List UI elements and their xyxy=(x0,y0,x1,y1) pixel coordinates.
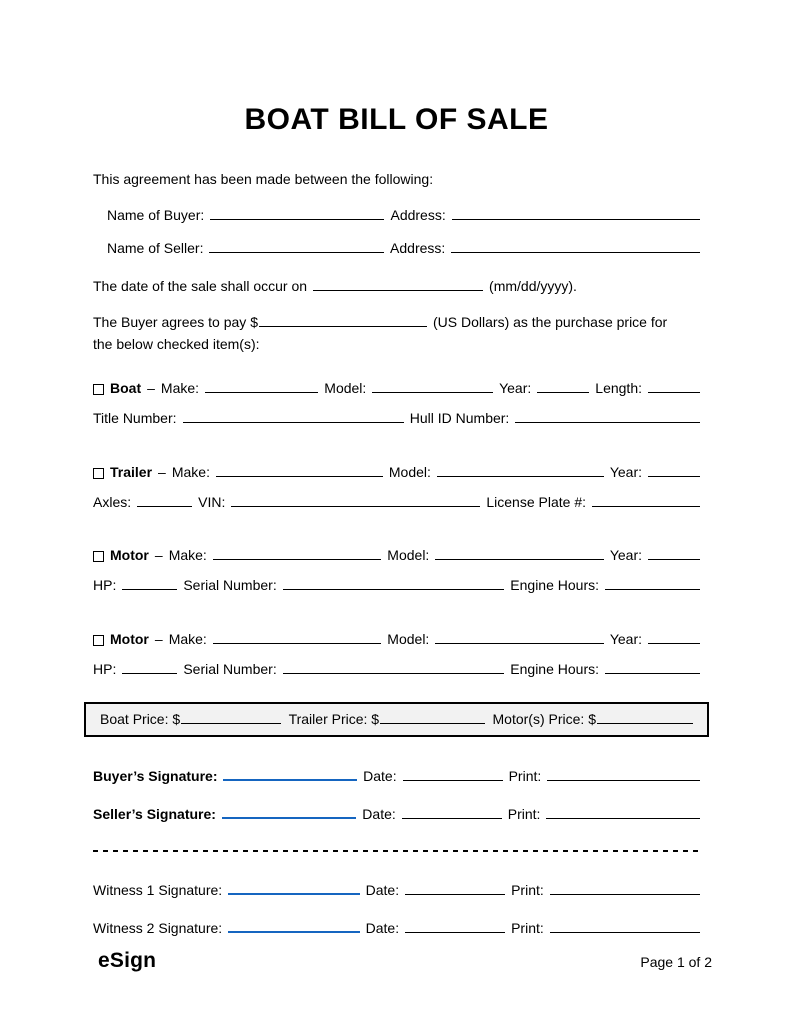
dash: – xyxy=(154,631,163,648)
page-footer xyxy=(98,948,712,973)
date-label: Date: xyxy=(365,882,400,899)
payment-line2: the below checked item(s): xyxy=(93,336,260,353)
seller-signature-print-field[interactable] xyxy=(546,805,700,819)
motor2-engine-hours-field[interactable] xyxy=(605,660,700,674)
print-label: Print: xyxy=(511,919,544,936)
motor1-row xyxy=(93,546,700,564)
witness1-signature-date-field[interactable] xyxy=(405,881,505,895)
boat-make-field[interactable] xyxy=(205,379,318,393)
date-label: Date: xyxy=(362,806,396,823)
sale-date-row xyxy=(93,277,700,295)
payment-row xyxy=(93,313,700,331)
seller-signature-date-field[interactable] xyxy=(402,805,502,819)
boat-year-label: Year: xyxy=(499,380,532,397)
buyer-signature-label: Buyer’s Signature: xyxy=(93,768,218,785)
intro-text: This agreement has been made between the following: xyxy=(93,170,434,187)
buyer-address-field[interactable] xyxy=(452,206,700,220)
page-title: BOAT BILL OF SALE xyxy=(244,103,549,136)
boat-year-field[interactable] xyxy=(537,379,589,393)
witness2-signature-row xyxy=(93,919,700,937)
boat-price-label: Boat Price: $ xyxy=(100,710,181,727)
sale-date-format: (mm/dd/yyyy). xyxy=(489,277,577,294)
seller-address-label: Address: xyxy=(390,240,446,257)
motor1-make-label: Make: xyxy=(168,547,207,564)
motor2-year-field[interactable] xyxy=(648,630,700,644)
buyer-name-label: Name of Buyer: xyxy=(107,207,205,224)
dash: – xyxy=(158,463,166,480)
dash: – xyxy=(147,380,155,397)
trailer-price-group xyxy=(289,710,486,728)
buyer-signature-row xyxy=(93,767,700,785)
motor2-make-label: Make: xyxy=(168,631,207,648)
trailer-year-label: Year: xyxy=(609,463,643,480)
motor2-hp-field[interactable] xyxy=(122,660,177,674)
purchase-price-field[interactable] xyxy=(259,313,427,327)
serial-number-label: Serial Number: xyxy=(183,660,277,677)
date-label: Date: xyxy=(365,919,400,936)
buyer-signature-field[interactable] xyxy=(223,767,357,781)
esign-logo: eSign xyxy=(98,949,157,972)
hp-label: HP: xyxy=(93,660,117,677)
seller-signature-row xyxy=(93,805,700,823)
seller-row xyxy=(93,239,700,257)
motor2-item-label: Motor xyxy=(110,631,149,648)
print-label: Print: xyxy=(508,768,542,785)
date-label: Date: xyxy=(363,768,397,785)
payment-suffix: (US Dollars) as the purchase price for xyxy=(433,313,668,330)
vin-label: VIN: xyxy=(198,493,226,510)
buyer-signature-print-field[interactable] xyxy=(547,767,700,781)
buyer-signature-date-field[interactable] xyxy=(403,767,503,781)
witness2-signature-label: Witness 2 Signature: xyxy=(93,919,223,936)
motor1-detail-row xyxy=(93,576,700,594)
trailer-price-label: Trailer Price: $ xyxy=(288,710,380,727)
motor1-make-field[interactable] xyxy=(213,546,381,560)
trailer-model-field[interactable] xyxy=(437,463,604,477)
boat-price-field[interactable] xyxy=(181,710,281,724)
sale-date-prefix: The date of the sale shall occur on xyxy=(93,277,308,294)
seller-name-label: Name of Seller: xyxy=(107,240,204,257)
witness1-signature-print-field[interactable] xyxy=(550,881,700,895)
motor1-hp-field[interactable] xyxy=(122,576,177,590)
buyer-address-label: Address: xyxy=(390,207,446,224)
serial-number-label: Serial Number: xyxy=(183,577,277,594)
dash: – xyxy=(154,547,163,564)
boat-length-label: Length: xyxy=(595,380,642,397)
witness2-signature-date-field[interactable] xyxy=(405,919,505,933)
print-label: Print: xyxy=(511,882,544,899)
boat-id-row xyxy=(93,409,700,427)
trailer-id-row xyxy=(93,493,700,511)
trailer-vin-field[interactable] xyxy=(231,493,480,507)
boat-item-label: Boat xyxy=(110,380,142,397)
witness2-signature-print-field[interactable] xyxy=(550,919,700,933)
boat-length-field[interactable] xyxy=(648,379,700,393)
witness1-signature-field[interactable] xyxy=(228,881,359,895)
payment-prefix: The Buyer agrees to pay $ xyxy=(93,313,258,330)
motor2-model-field[interactable] xyxy=(435,630,603,644)
motor2-serial-field[interactable] xyxy=(283,660,505,674)
motor1-checkbox[interactable] xyxy=(93,551,104,562)
boat-make-label: Make: xyxy=(160,380,200,397)
trailer-axles-field[interactable] xyxy=(137,493,192,507)
motor1-year-label: Year: xyxy=(609,547,642,564)
witness1-signature-label: Witness 1 Signature: xyxy=(93,882,223,899)
hp-label: HP: xyxy=(93,577,117,594)
motors-price-field[interactable] xyxy=(597,710,693,724)
trailer-model-label: Model: xyxy=(388,463,431,480)
motor2-row xyxy=(93,630,700,648)
motor2-make-field[interactable] xyxy=(213,630,381,644)
motor2-model-label: Model: xyxy=(387,631,430,648)
seller-signature-label: Seller’s Signature: xyxy=(93,806,216,823)
page-number: Page 1 of 2 xyxy=(640,954,712,970)
seller-address-field[interactable] xyxy=(451,239,700,253)
boat-model-label: Model: xyxy=(324,380,367,397)
witness1-signature-row xyxy=(93,881,700,899)
motor1-item-label: Motor xyxy=(110,547,149,564)
trailer-make-label: Make: xyxy=(171,463,210,480)
boat-title-number-field[interactable] xyxy=(183,409,404,423)
trailer-price-field[interactable] xyxy=(380,710,485,724)
hull-id-label: Hull ID Number: xyxy=(409,410,510,427)
print-label: Print: xyxy=(507,806,541,823)
trailer-row xyxy=(93,463,700,481)
motor1-serial-field[interactable] xyxy=(283,576,505,590)
engine-hours-label: Engine Hours: xyxy=(510,577,599,594)
license-plate-label: License Plate #: xyxy=(486,493,586,510)
buyer-name-field[interactable] xyxy=(210,206,384,220)
motors-price-label: Motor(s) Price: $ xyxy=(492,710,596,727)
boat-hull-id-field[interactable] xyxy=(515,409,700,423)
trailer-make-field[interactable] xyxy=(216,463,383,477)
motors-price-group xyxy=(493,710,693,728)
title-number-label: Title Number: xyxy=(93,410,177,427)
trailer-year-field[interactable] xyxy=(648,463,700,477)
dashed-divider xyxy=(93,850,700,852)
boat-price-group xyxy=(100,710,281,728)
motor2-checkbox[interactable] xyxy=(93,635,104,646)
sale-date-field[interactable] xyxy=(313,277,483,291)
trailer-license-plate-field[interactable] xyxy=(592,493,700,507)
seller-signature-field[interactable] xyxy=(222,805,356,819)
boat-model-field[interactable] xyxy=(372,379,493,393)
motor2-detail-row xyxy=(93,660,700,678)
motor1-model-field[interactable] xyxy=(435,546,603,560)
buyer-row xyxy=(93,206,700,224)
axles-label: Axles: xyxy=(93,493,132,510)
motor1-year-field[interactable] xyxy=(648,546,700,560)
price-summary-box xyxy=(84,702,709,738)
trailer-item-label: Trailer xyxy=(110,463,153,480)
witness2-signature-field[interactable] xyxy=(228,919,359,933)
motor2-year-label: Year: xyxy=(609,631,642,648)
motor1-engine-hours-field[interactable] xyxy=(605,576,700,590)
seller-name-field[interactable] xyxy=(209,239,384,253)
motor1-model-label: Model: xyxy=(387,547,430,564)
trailer-checkbox[interactable] xyxy=(93,468,104,479)
boat-row xyxy=(93,379,700,397)
boat-checkbox[interactable] xyxy=(93,384,104,395)
engine-hours-label: Engine Hours: xyxy=(510,660,599,677)
